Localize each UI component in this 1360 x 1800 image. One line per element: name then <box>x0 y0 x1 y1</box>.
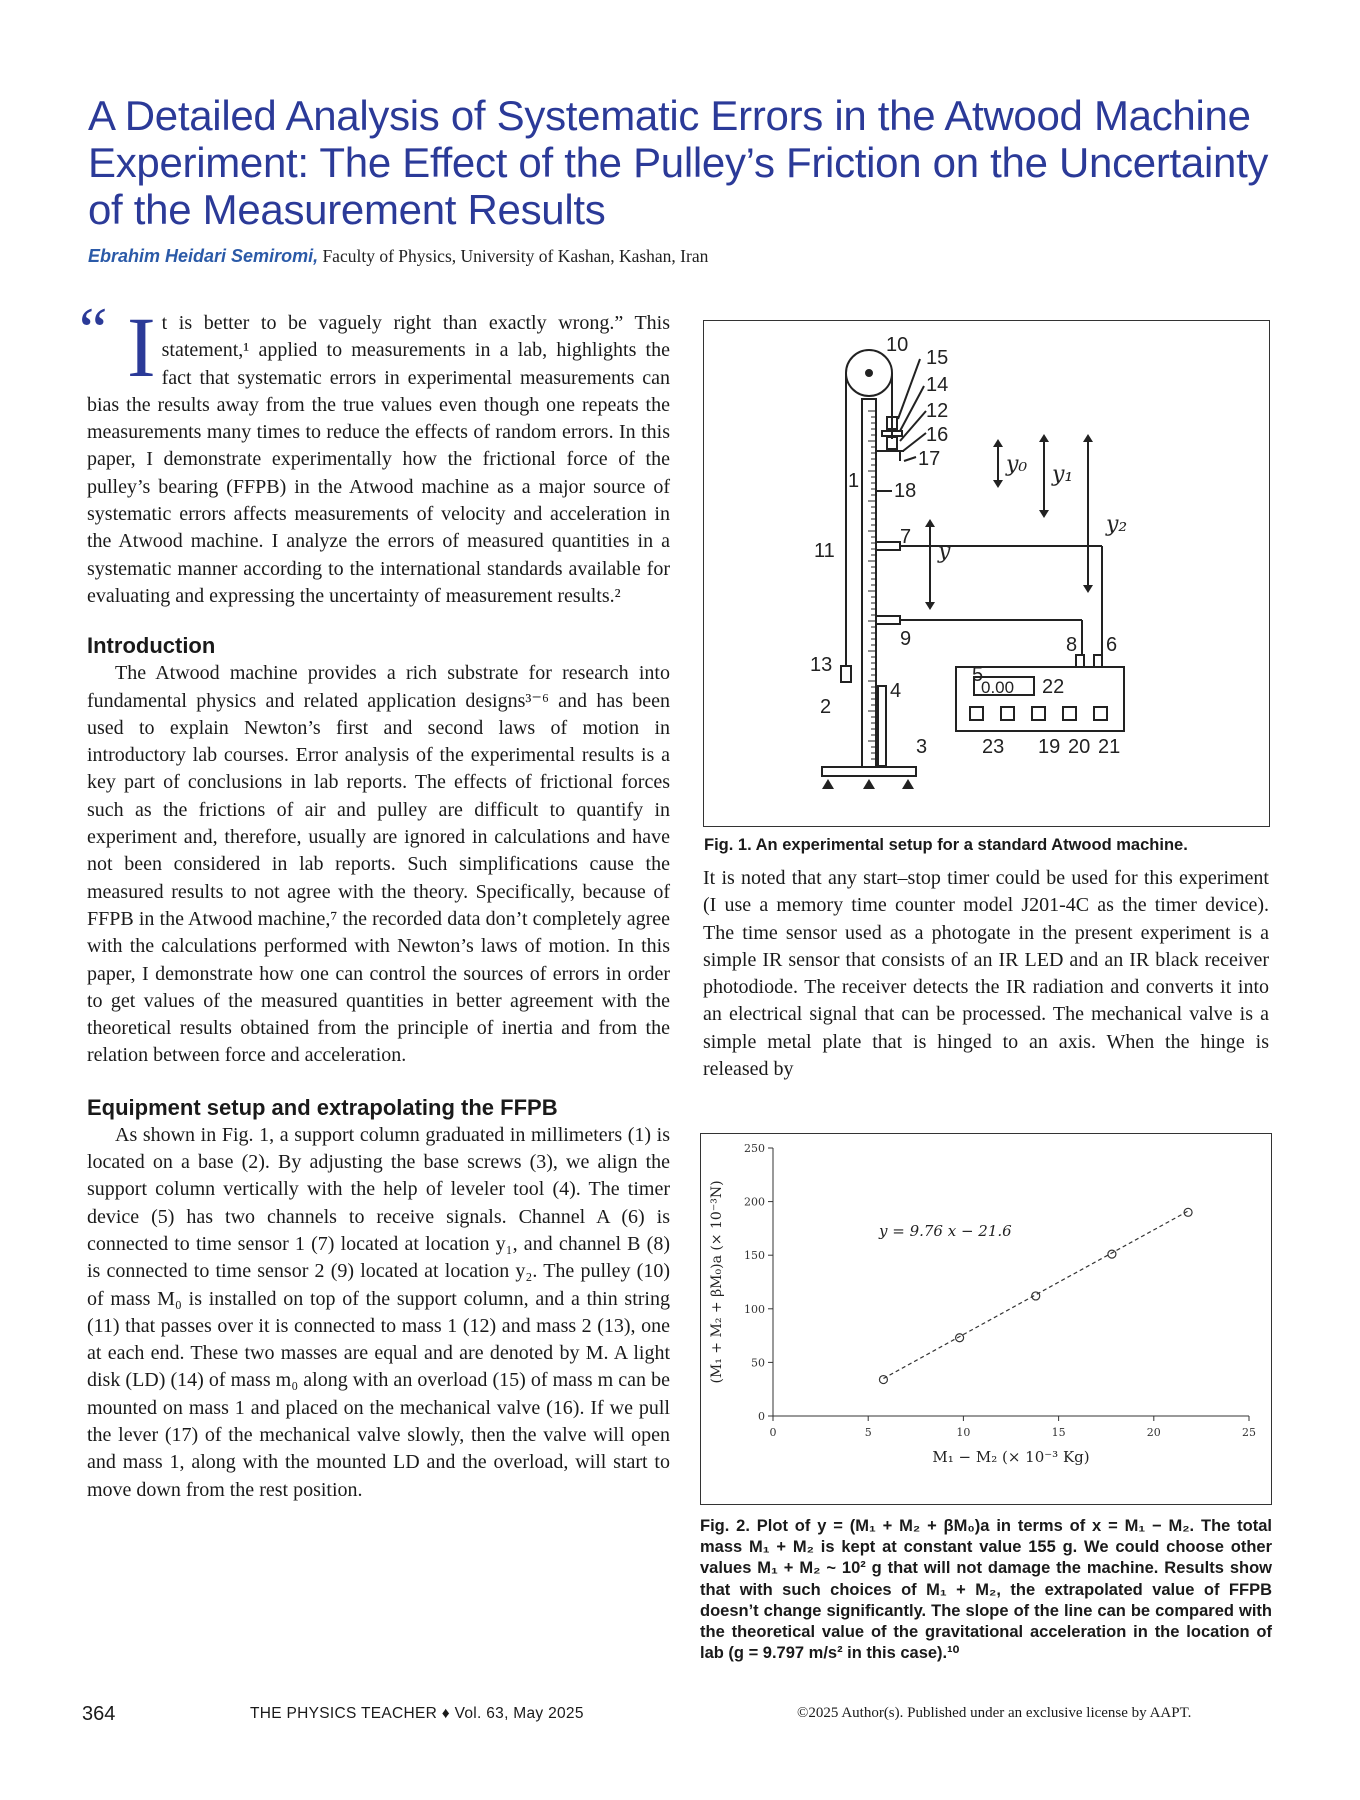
label-20: 20 <box>1068 736 1091 758</box>
data-point <box>879 1376 887 1384</box>
data-point <box>1108 1250 1116 1258</box>
figure-1 <box>703 320 1270 827</box>
introduction-text: The Atwood machine provides a rich substrate for research into fundamental physics and related application designs³⁻⁶ and has been used to explain Newton’s first and second laws of motion in introductory lab courses. Error analysis of the experimental results is a key part of conclusions in lab reports. The effects of frictional forces such as the frictions of air and pulley are difficult to quantify in experiment and, therefore, usually are ignored in calculations and have not been considered in lab reports. Such simplifications cause the measured results to not agree with the theory. Specifically, because of FFPB in the Atwood machine,⁷ the recorded data don’t completely agree with the calculations performed with Newton’s laws of motion. In this paper, I demonstrate how one can control the sources of errors in order to get values of the measured quantities in better agreement with the theoretical results obtained from the principle of inertia and from the relation between force and acceleration. <box>87 662 670 1067</box>
label-22: 22 <box>1042 676 1065 698</box>
label-8: 8 <box>1066 634 1078 656</box>
label-y2: y₂ <box>1106 512 1128 537</box>
byline <box>88 246 708 267</box>
label-y: y <box>938 539 951 564</box>
label-19: 19 <box>1038 736 1061 758</box>
label-y0: y₀ <box>1006 452 1028 477</box>
right-column-text: It is noted that any start–stop timer could be used for this experiment (I use a memory time counter model J201-4C as the timer device). The time sensor used as a photogate in the present experiment is a simple IR sensor that consists of an IR LED and an IR black receiver photodiode. The receiver detects the IR radiation and converts it into an electrical signal that can be processed. The mechanical valve is a simple metal plate that is hinged to an axis. When the hinge is released by <box>703 867 1269 1081</box>
x-tick-label: 25 <box>1242 1426 1256 1439</box>
base <box>822 767 916 776</box>
label-1: 1 <box>848 470 860 492</box>
y-tick-label: 250 <box>744 1142 765 1155</box>
y-tick-label: 200 <box>744 1195 765 1209</box>
author-affiliation: Faculty of Physics, University of Kashan, Kashan, Iran <box>318 246 709 266</box>
label-17: 17 <box>918 448 941 470</box>
y-tick-label: 50 <box>751 1356 765 1370</box>
timer-button <box>970 707 983 720</box>
x-tick-label: 15 <box>1051 1426 1066 1439</box>
support-column <box>862 399 876 767</box>
label-3: 3 <box>916 736 928 758</box>
x-tick-label: 10 <box>956 1426 971 1439</box>
leveler-tool <box>878 686 886 766</box>
timer-button <box>1063 707 1076 720</box>
data-point <box>956 1334 964 1342</box>
figure-1-caption: Fig. 1. An experimental setup for a standard Atwood machine. <box>704 836 1188 854</box>
label-4: 4 <box>890 680 902 702</box>
x-tick-label: 5 <box>864 1426 872 1439</box>
label-21: 21 <box>1098 736 1121 758</box>
label-y1: y₁ <box>1052 462 1074 487</box>
abstract <box>79 294 670 610</box>
journal-footer: THE PHYSICS TEACHER ♦ Vol. 63, May 2025 <box>250 1705 584 1722</box>
author-name: Ebrahim Heidari Semiromi, <box>88 246 319 266</box>
label-14: 14 <box>926 374 949 396</box>
label-9: 9 <box>900 628 912 650</box>
figure-2-caption: Fig. 2. Plot of y = (M₁ + M₂ + βM₀)a in terms of x = M₁ − M₂. The total mass M₁ + M₂ is kept at constant value 155 g. We could choose other values M₁ + M₂ ~ 10² g that will not damage the machine. Results show that with such choices of M₁ + M₂, the extrapolated value of FFPB doesn’t change significantly. The slope of the line can be compared with the theoretical value of the gravitational acceleration in the location of lab (g = 9.797 m/s² in this case).¹⁰ <box>700 1517 1272 1663</box>
x-axis-label: M₁ − M₂ (× 10⁻³ Kg) <box>932 1448 1090 1466</box>
label-13: 13 <box>810 654 833 676</box>
y-tick-label: 100 <box>744 1302 765 1316</box>
introduction-heading: Introduction <box>87 633 216 659</box>
label-2: 2 <box>820 696 832 718</box>
mass-2 <box>841 666 851 682</box>
page-number: 364 <box>82 1703 116 1725</box>
equipment-text: As shown in Fig. 1, a support column graduated in millimeters (1) is located on a base (2). By adjusting the base screws (3), we align the support column vertically with the help of leveler tool (4). The timer device (5) has two channels to receive signals. Channel A (6) is connected to time sensor 1 (7) located at location y₁, and channel B (8) is connected to time sensor 2 (9) located at location y₂. The pulley (10) of mass M₀ is installed on top of the support column, and a thin string (11) that passes over it is connected to mass 1 (12) and mass 2 (13), one at each end. These two masses are equal and are denoted by M. A light disk (LD) (14) of mass m₀ along with an overload (15) of mass m can be mounted on mass 1 and placed on the mechanical valve (16). If we pull the lever (17) of the mechanical valve slowly, then the valve will open and mass 1, along with the mounted LD and the overload, will start to move down from the rest position. <box>87 1123 670 1501</box>
label-6: 6 <box>1106 634 1118 656</box>
abstract-text: t is better to be vaguely right than exactly wrong.” This statement,¹ applied to measurements in a lab, highlights the fact that systematic errors in experimental measurements can bias the results away from the true values even though one repeats the measurements many times to reduce the effects of random errors. In this paper, I demonstrate experimentally how the frictional force of the pulley’s bearing (FFPB) in the Atwood machine as a major source of systematic errors affects measurements of velocity and acceleration in the Atwood machine. I analyze the errors of measured quantities in a systematic manner according to the international standards available for evaluating and expressing the uncertainty of measurement results.² <box>87 312 670 607</box>
label-11: 11 <box>814 540 835 562</box>
y-tick-label: 0 <box>758 1410 765 1423</box>
label-15: 15 <box>926 347 949 369</box>
scatter-chart <box>701 1134 1271 1504</box>
y-tick-label: 150 <box>744 1249 765 1263</box>
atwood-machine-diagram <box>704 321 1269 826</box>
label-12: 12 <box>926 400 949 422</box>
time-sensor-2 <box>876 616 900 624</box>
timer-button <box>1094 707 1107 720</box>
label-10: 10 <box>886 334 909 356</box>
fit-equation: y = 9.76 x − 21.6 <box>879 1222 1012 1240</box>
x-tick-label: 0 <box>769 1426 777 1439</box>
equipment-heading: Equipment setup and extrapolating the FFPB <box>87 1094 558 1120</box>
label-7: 7 <box>900 526 912 548</box>
timer-display-value: 0.00 <box>981 678 1015 697</box>
article-title: A Detailed Analysis of Systematic Errors in the Atwood Machine Experiment: The Effect of the Pulley’s Friction on the Uncertainty of the Measurement Results <box>88 92 1269 233</box>
figure-2 <box>700 1133 1272 1505</box>
x-tick-label: 20 <box>1146 1426 1161 1439</box>
label-23: 23 <box>982 736 1005 758</box>
label-16: 16 <box>926 424 949 446</box>
quote-mark: “ <box>79 294 108 365</box>
y-axis-label: (M₁ + M₂ + βM₀)a (× 10⁻³N) <box>709 1180 725 1384</box>
timer-button <box>1001 707 1014 720</box>
timer-button <box>1032 707 1045 720</box>
left-column <box>79 294 670 1504</box>
time-sensor-1 <box>876 542 900 550</box>
label-5: 5 <box>972 664 984 686</box>
label-18: 18 <box>894 480 917 502</box>
drop-cap: I <box>127 299 156 395</box>
copyright-notice: ©2025 Author(s). Published under an exclusive license by AAPT. <box>797 1705 1192 1721</box>
